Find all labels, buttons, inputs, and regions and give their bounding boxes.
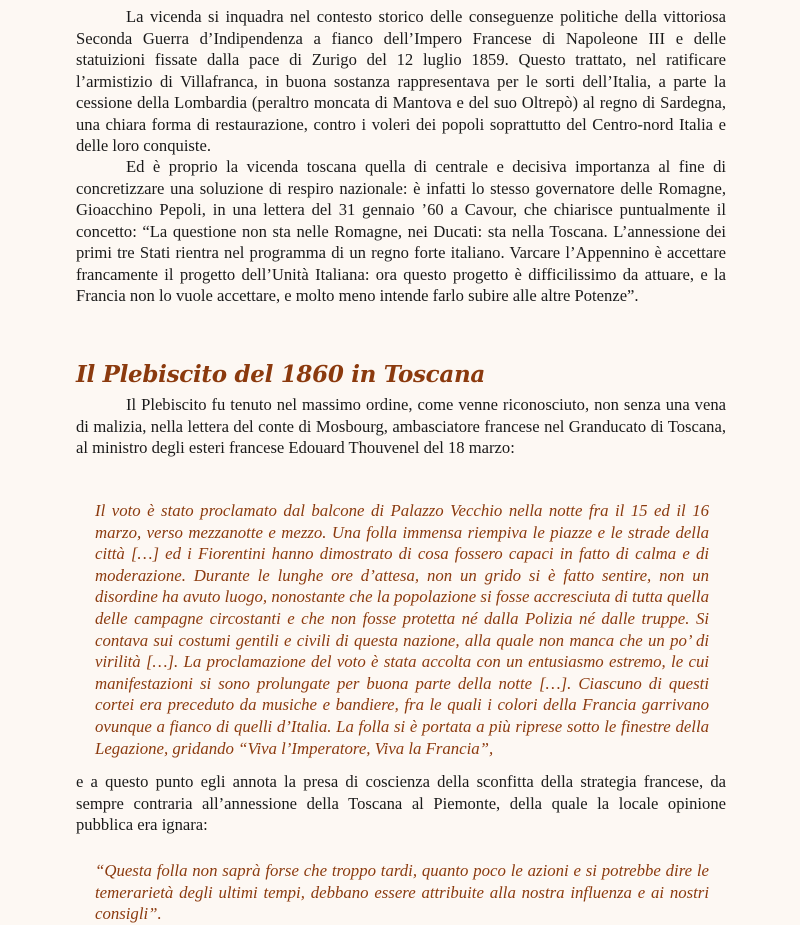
blockquote-crowd: “Questa folla non saprà forse che troppo tardi, quanto poco le azioni e si potrebbe dire le temerarietà degli ultimi tempi, debbano essere attribuite alla nostra influenza e ai nostri consigli”. — [95, 861, 709, 924]
section-heading: Il Plebiscito del 1860 in Toscana — [76, 361, 485, 388]
paragraph-intro: La vicenda si inquadra nel contesto storico delle conseguenze politiche della vittoriosa Seconda Guerra d’Indipendenza a fianco dell’Impero Francese di Napoleone III e delle statuizioni fissate dalla pace di Zurigo del 12 luglio 1859. Questo trattato, nel ratificare l’armistizio di Villafranca, in buona sostanza rappresentava per le sorti dell’Italia, a parte la cessione della Lombardia (peraltro moncata di Mantova e del suo Oltrepò) al regno di Sardegna, una chiara forma di restaurazione, contro i voleri dei popoli soprattutto del Centro-nord Italia e delle loro conquiste. — [76, 7, 726, 155]
paragraph-tuscany: Ed è proprio la vicenda toscana quella di centrale e decisiva importanza al fine di concretizzare una soluzione di respiro nazionale: è infatti lo stesso governatore delle Romagne, Gioacchino Pepoli, in una lettera del 31 gennaio ’60 a Cavour, che chiarisce puntualmente il concetto: “La questione non sta nelle Romagne, nei Ducati: sta nella Toscana. L’annessione dei primi tre Stati rientra nel programma di un regno forte italiano. Varcare l’Appennino è accettare francamente il progetto dell’Unità Italiana: ora questo progetto è difficilissimo da attuare, e la Francia non lo vuole accettare, e molto meno intende farlo subire alle altre Potenze”. — [76, 157, 726, 305]
blockquote-mosbourg: Il voto è stato proclamato dal balcone di Palazzo Vecchio nella notte fra il 15 ed il 16 marzo, verso mezzanotte e mezzo. Una folla immensa riempiva le piazze e le strade della città […] ed i Fiorentini hanno dimostrato di cosa fossero capaci in fatto di calma e di moderazione. Durante le lunghe ore d’attesa, non un grido si è fatto sentire, non un disordine ha avuto luogo, nonostante che la popolazione si fosse accresciuta di tutta quella delle campagne circostanti e che non fosse protetta né dalla Polizia né dalle truppe. Si contava sui costumi gentili e civili di questa nazione, alla quale non manca che un po’ di virilità […]. La proclamazione del voto è stata accolta con un entusiasmo estremo, le cui manifestazioni si sono prolungate per buona parte della notte […]. Ciascuno di questi cortei era preceduto da musiche e bandiere, fra le quali i colori della Francia garrivano ovunque a fianco di quelli d’Italia. La folla si è portata a più riprese sotto le finestre della Legazione, gridando “Viva l’Imperatore, Viva la Francia”, — [95, 501, 709, 758]
paragraph-plebiscite: Il Plebiscito fu tenuto nel massimo ordine, come venne riconosciuto, non senza una vena di malizia, nella lettera del conte di Mosbourg, ambasciatore francese nel Granducato di Toscana, al ministro degli esteri francese Edouard Thouvenel del 18 marzo: — [76, 395, 726, 457]
paragraph-annotation: e a questo punto egli annota la presa di coscienza della sconfitta della strategia francese, da sempre contraria all’annessione della Toscana al Piemonte, della quale la locale opinione pubblica era ignara: — [76, 772, 726, 834]
